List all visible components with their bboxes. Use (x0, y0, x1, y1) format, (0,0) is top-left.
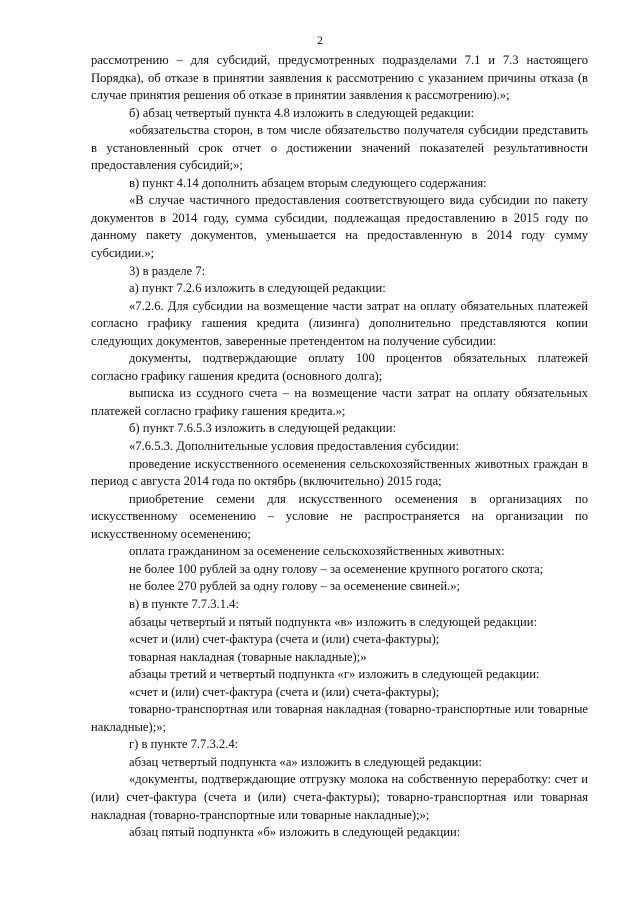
paragraph: «В случае частичного предоставления соответствующего вида субсидии по пакету документов в 2014 году, сумма субсидии, подлежащая предоставлению в 2015 году по данному пакету документов, уменьшается на предоставленную в 2014 году сумму субсидии.»; (91, 193, 588, 261)
paragraph: проведение искусственного осеменения сельскохозяйственных животных граждан в период с августа 2014 года по октябрь (включительно) 2015 года; (91, 456, 588, 489)
paragraph: оплата гражданином за осеменение сельскохозяйственных животных: (129, 544, 505, 559)
paragraph: не более 270 рублей за одну голову – за осеменение свиней.»; (129, 579, 461, 594)
paragraph: не более 100 рублей за одну голову – за осеменение крупного рогатого скота; (129, 561, 544, 576)
paragraph: а) пункт 7.2.6 изложить в следующей редакции: (129, 281, 386, 296)
paragraph: выписка из ссудного счета – на возмещение части затрат на оплату обязательных платежей согласно графику гашения кредита.»; (91, 386, 588, 418)
paragraph: абзац пятый подпункта «б» изложить в следующей редакции: (129, 825, 461, 840)
paragraph: б) пункт 7.6.5.3 изложить в следующей редакции: (129, 421, 396, 436)
paragraph: в) в пункте 7.7.3.1.4: (129, 596, 239, 611)
paragraph: приобретение семени для искусственного осеменения в организациях по искусственному осеменению – условие не распространяется на организации по искусственному осеменению; (91, 491, 588, 541)
paragraph: рассмотрению – для субсидий, предусмотренных подразделами 7.1 и 7.3 настоящего Порядка), об отказе в принятии заявления к рассмотрению с указанием причины отказа (в случае принятия решения об отказе в принятии заявления к рассмотрению).»; (91, 53, 588, 103)
paragraph: товарная накладная (товарные накладные);» (129, 649, 367, 664)
paragraph: товарно-транспортная или товарная накладная (товарно-транспортные или товарные накладные);»; (91, 702, 588, 734)
paragraph: «7.6.5.3. Дополнительные условия предоставления субсидии: (129, 439, 459, 454)
page-number: 2 (317, 33, 323, 47)
paragraph: 3) в разделе 7: (129, 263, 206, 278)
paragraph: абзац четвертый подпункта «а» изложить в следующей редакции: (129, 754, 482, 769)
paragraph: «7.2.6. Для субсидии на возмещение части затрат на оплату обязательных платежей согласно графику гашения кредита (лизинга) дополнительно представляются копии следующих документов, заверенные претендентом на получение субсидии: (91, 298, 588, 348)
paragraph: «документы, подтверждающие отгрузку молока на собственную переработку: счет и (или) счет-фактура (счета и (или) счета-фактуры); товарно-транспортная или товарная накладная (товарно-транспортные или товарные накладные);»; (91, 772, 588, 822)
paragraph: в) пункт 4.14 дополнить абзацем вторым следующего содержания: (129, 175, 487, 190)
paragraph: абзацы третий и четвертый подпункта «г» изложить в следующей редакции: (129, 667, 540, 682)
paragraph: г) в пункте 7.7.3.2.4: (129, 737, 239, 752)
paragraph: документы, подтверждающие оплату 100 процентов обязательных платежей согласно графику гашения кредита (основного долга); (91, 351, 588, 383)
paragraph: «счет и (или) счет-фактура (счета и (или) счета-фактуры); (129, 632, 440, 647)
document-body (91, 52, 588, 842)
paragraph: абзацы четвертый и пятый подпункта «в» изложить в следующей редакции: (129, 614, 538, 629)
paragraph: «обязательства сторон, в том числе обязательство получателя субсидии представить в установленный срок отчет о достижении значений показателей результативности предоставления субсидий;»; (91, 123, 588, 173)
paragraph: б) абзац четвертый пункта 4.8 изложить в следующей редакции: (129, 105, 475, 120)
paragraph: «счет и (или) счет-фактура (счета и (или) счета-фактуры); (129, 684, 440, 699)
